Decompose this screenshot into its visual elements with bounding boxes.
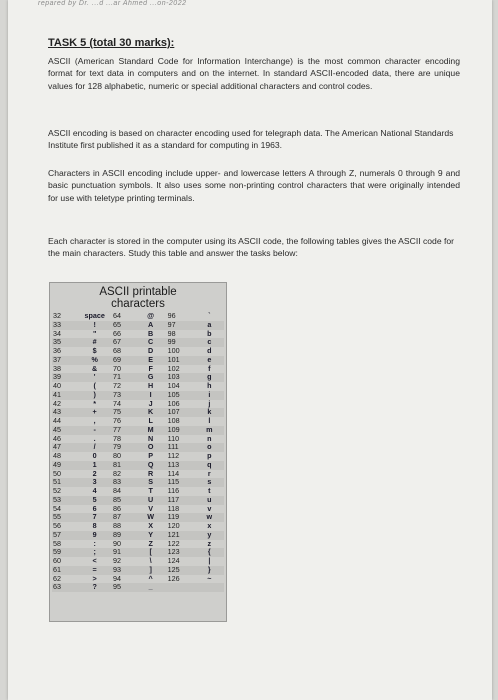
char-cell: N	[148, 433, 154, 443]
code-cell: 118	[167, 503, 180, 513]
table-row	[52, 400, 224, 409]
paragraph-ascii-characters: Characters in ASCII encoding include upper- and lowercase letters A through Z, numerals 0 through 9 and basic punctuation symbols. It also uses some non-printing control characters that were originally intended for use with teletype printing terminals.	[48, 168, 460, 203]
code-cell: 121	[167, 531, 195, 540]
code-cell: 46	[53, 433, 61, 443]
char-cell: U	[135, 496, 167, 505]
char-cell: 6	[92, 503, 97, 513]
code-cell: 54	[53, 503, 61, 513]
char-cell: p	[207, 451, 212, 460]
table-row	[52, 557, 224, 566]
code-cell: 125	[167, 566, 195, 575]
table-row	[52, 470, 224, 479]
char-cell: C	[135, 338, 167, 347]
char-cell: R	[148, 468, 154, 478]
table-row	[52, 321, 224, 330]
code-cell: 47	[52, 443, 77, 452]
char-cell: P	[148, 451, 154, 460]
char-cell: 5	[77, 496, 112, 505]
code-cell: 78	[112, 433, 121, 443]
char-cell: r	[207, 468, 211, 478]
code-cell: 86	[112, 503, 121, 513]
char-cell: x	[207, 521, 212, 530]
char-cell: 3	[77, 478, 112, 487]
code-cell: 94	[112, 573, 121, 583]
table-row	[52, 452, 224, 461]
char-cell: F	[148, 363, 153, 373]
code-cell: 67	[112, 338, 135, 347]
code-cell: 32	[53, 311, 61, 320]
code-cell: 115	[167, 478, 195, 487]
code-cell: 66	[112, 328, 121, 338]
char-cell: n	[207, 433, 212, 443]
char-cell: (	[93, 381, 96, 390]
table-row	[52, 513, 224, 522]
table-row	[52, 408, 224, 417]
code-cell: 60	[53, 556, 61, 565]
char-cell: 0	[92, 451, 97, 460]
table-row	[52, 417, 224, 426]
table-row	[52, 373, 224, 382]
table-row	[52, 566, 224, 575]
code-cell: 100	[167, 346, 180, 355]
code-cell: 43	[52, 408, 77, 417]
char-cell: f	[208, 363, 211, 373]
char-cell: ]	[135, 566, 167, 575]
char-cell: <	[92, 556, 97, 565]
code-cell: 49	[52, 461, 77, 470]
code-cell: 36	[53, 346, 61, 355]
code-cell: 82	[112, 468, 121, 478]
code-cell: 51	[52, 478, 77, 487]
char-cell: ;	[77, 548, 112, 557]
table-row	[52, 575, 224, 584]
code-cell: 65	[112, 321, 135, 330]
code-cell: 63	[52, 583, 77, 592]
char-cell: 8	[92, 521, 97, 530]
char-cell: a	[195, 321, 224, 330]
char-cell: 1	[77, 461, 112, 470]
code-cell: 99	[167, 338, 195, 347]
char-cell: 9	[77, 531, 112, 540]
char-cell: Q	[135, 461, 167, 470]
char-cell: 4	[92, 486, 97, 495]
char-cell: 7	[77, 513, 112, 522]
table-row	[52, 356, 224, 365]
char-cell: s	[195, 478, 224, 487]
char-cell: o	[195, 443, 224, 452]
char-cell: T	[148, 486, 153, 495]
code-cell: 112	[167, 451, 180, 460]
code-cell: 126	[167, 573, 180, 583]
char-cell: "	[92, 328, 97, 338]
code-cell: 68	[112, 346, 121, 355]
code-cell: 53	[52, 496, 77, 505]
char-cell: c	[195, 338, 224, 347]
code-cell: 48	[53, 451, 61, 460]
page-header-strip: repared by Dr. ...d ...ar Ahmed ...on-2022	[38, 0, 187, 7]
task-title: TASK 5 (total 30 marks):	[48, 37, 175, 49]
char-cell: 2	[92, 468, 97, 478]
code-cell: 91	[112, 548, 135, 557]
table-row	[52, 426, 224, 435]
table-row	[52, 365, 224, 374]
code-cell: 35	[52, 338, 77, 347]
code-cell: 59	[52, 548, 77, 557]
table-row	[52, 487, 224, 496]
code-cell: 33	[52, 321, 77, 330]
char-cell: V	[148, 503, 154, 513]
code-cell: 108	[167, 416, 180, 425]
code-cell: 124	[167, 556, 180, 565]
table-row	[52, 435, 224, 444]
code-cell: 84	[112, 486, 121, 495]
code-cell: 87	[112, 513, 135, 522]
char-cell: K	[135, 408, 167, 417]
code-cell: 107	[167, 408, 195, 417]
code-cell: 42	[53, 398, 61, 408]
code-cell: 83	[112, 478, 135, 487]
char-cell: \	[149, 556, 152, 565]
table-row	[52, 461, 224, 470]
char-cell: :	[93, 538, 96, 548]
char-cell: }	[195, 566, 224, 575]
code-cell: 40	[53, 381, 61, 390]
code-cell: 85	[112, 496, 135, 505]
table-row	[52, 496, 224, 505]
char-cell: ?	[77, 583, 112, 592]
char-cell: w	[195, 513, 224, 522]
code-cell: 44	[53, 416, 61, 425]
char-cell: .	[93, 433, 96, 443]
code-cell: 110	[167, 433, 180, 443]
char-cell: e	[195, 356, 224, 365]
char-cell: *	[93, 398, 97, 408]
code-cell: 45	[52, 426, 77, 435]
code-cell: 89	[112, 531, 135, 540]
char-cell: i	[195, 391, 224, 400]
paragraph-ascii-history: ASCII encoding is based on character encoding used for telegraph data. The American National Standards Institute first published it as a standard for computing in 1963.	[48, 128, 454, 151]
code-cell: 111	[167, 443, 195, 452]
char-cell: +	[77, 408, 112, 417]
code-cell: 58	[53, 538, 61, 548]
code-cell: 41	[52, 391, 77, 400]
char-cell: l	[208, 416, 211, 425]
code-cell: 104	[167, 381, 180, 390]
char-cell: z	[207, 538, 212, 548]
table-row	[52, 330, 224, 339]
code-cell: 93	[112, 566, 135, 575]
char-cell: /	[77, 443, 112, 452]
code-cell: 117	[167, 496, 195, 505]
char-cell: y	[195, 531, 224, 540]
code-cell	[167, 583, 195, 592]
char-cell: q	[195, 461, 224, 470]
char-cell: {	[195, 548, 224, 557]
char-cell: L	[148, 416, 153, 425]
char-cell: H	[148, 381, 154, 390]
code-cell: 81	[112, 461, 135, 470]
code-cell: 38	[53, 363, 61, 373]
code-cell: 109	[167, 426, 195, 435]
table-row	[52, 522, 224, 531]
char-cell: -	[77, 426, 112, 435]
table-row	[52, 583, 224, 592]
code-cell: 120	[167, 521, 180, 530]
char-cell: ,	[93, 416, 96, 425]
code-cell: 80	[112, 451, 121, 460]
char-cell: t	[208, 486, 211, 495]
char-cell: ~	[207, 573, 212, 583]
char-cell: d	[207, 346, 212, 355]
ascii-table	[52, 312, 224, 592]
char-cell: I	[135, 391, 167, 400]
code-cell: 71	[112, 373, 135, 382]
code-cell: 39	[52, 373, 77, 382]
char-cell: =	[77, 566, 112, 575]
char-cell: b	[207, 328, 212, 338]
char-cell: !	[77, 321, 112, 330]
code-cell: 116	[167, 486, 180, 495]
code-cell: 105	[167, 391, 195, 400]
code-cell: 69	[112, 356, 135, 365]
char-cell: W	[135, 513, 167, 522]
char-cell: ^	[148, 573, 153, 583]
code-cell: 101	[167, 356, 195, 365]
code-cell: 90	[112, 538, 121, 548]
code-cell: 114	[167, 468, 180, 478]
table-row	[52, 338, 224, 347]
code-cell: 37	[52, 356, 77, 365]
code-cell: 34	[53, 328, 61, 338]
char-cell: O	[135, 443, 167, 452]
code-cell: 95	[112, 583, 135, 592]
char-cell: S	[135, 478, 167, 487]
char-cell: |	[208, 556, 211, 565]
table-row	[52, 347, 224, 356]
code-cell: 55	[52, 513, 77, 522]
char-cell: #	[77, 338, 112, 347]
char-cell: B	[148, 328, 154, 338]
char-cell: u	[195, 496, 224, 505]
char-cell: X	[148, 521, 154, 530]
code-cell: 76	[112, 416, 121, 425]
char-cell: A	[135, 321, 167, 330]
char-cell: $	[92, 346, 97, 355]
char-cell: D	[148, 346, 154, 355]
table-row	[52, 391, 224, 400]
char-cell: Z	[148, 538, 153, 548]
char-cell: E	[135, 356, 167, 365]
code-cell: 102	[167, 363, 180, 373]
table-row	[52, 312, 224, 321]
char-cell: &	[92, 363, 98, 373]
char-cell: >	[92, 573, 97, 583]
code-cell: 119	[167, 513, 195, 522]
code-cell: 79	[112, 443, 135, 452]
ascii-table-heading	[50, 286, 226, 310]
code-cell: 98	[167, 328, 176, 338]
code-cell: 123	[167, 548, 195, 557]
table-row	[52, 548, 224, 557]
table-row	[52, 443, 224, 452]
char-cell: g	[195, 373, 224, 382]
code-cell: 70	[112, 363, 121, 373]
table-row	[52, 540, 224, 549]
paragraph-ascii-definition: ASCII (American Standard Code for Information Interchange) is the most common character encoding format for text data in computers and on the internet. In standard ASCII-encoded data, there are unique values for 128 alphabetic, numeric or special additional characters and control codes.	[48, 56, 460, 91]
char-cell: '	[77, 373, 112, 382]
code-cell: 96	[167, 311, 176, 320]
table-row	[52, 382, 224, 391]
code-cell: 56	[53, 521, 61, 530]
char-cell	[195, 583, 224, 592]
code-cell: 50	[53, 468, 61, 478]
ascii-table-figure	[49, 282, 227, 622]
code-cell: 103	[167, 373, 195, 382]
char-cell: j	[208, 398, 211, 408]
paragraph-instructions: Each character is stored in the computer using its ASCII code, the following tables gives the ASCII code for the main characters. Study this table and answer the tasks below:	[48, 236, 455, 259]
char-cell: @	[147, 311, 155, 320]
table-row	[52, 478, 224, 487]
code-cell: 73	[112, 391, 135, 400]
code-cell: 106	[167, 398, 180, 408]
table-row	[52, 505, 224, 514]
char-cell: J	[148, 398, 153, 408]
char-cell: Y	[135, 531, 167, 540]
code-cell: 57	[52, 531, 77, 540]
code-cell: 74	[112, 398, 121, 408]
char-cell: _	[135, 583, 167, 592]
char-cell: space	[84, 311, 105, 320]
code-cell: 122	[167, 538, 180, 548]
code-cell: 64	[112, 311, 121, 320]
char-cell: G	[135, 373, 167, 382]
ascii-table-subtitle: characters	[111, 298, 165, 310]
code-cell: 75	[112, 408, 135, 417]
char-cell: %	[77, 356, 112, 365]
code-cell: 113	[167, 461, 195, 470]
char-cell: h	[207, 381, 212, 390]
char-cell: [	[135, 548, 167, 557]
char-cell: v	[207, 503, 212, 513]
code-cell: 62	[53, 573, 61, 583]
code-cell: 52	[53, 486, 61, 495]
code-cell: 97	[167, 321, 195, 330]
code-cell: 72	[112, 381, 121, 390]
code-cell: 88	[112, 521, 121, 530]
char-cell: k	[195, 408, 224, 417]
code-cell: 61	[52, 566, 77, 575]
char-cell: M	[135, 426, 167, 435]
table-row	[52, 531, 224, 540]
char-cell: `	[208, 311, 211, 320]
code-cell: 92	[112, 556, 121, 565]
char-cell: m	[195, 426, 224, 435]
char-cell: )	[77, 391, 112, 400]
ascii-table-title: ASCII printable	[99, 286, 177, 298]
code-cell: 77	[112, 426, 135, 435]
